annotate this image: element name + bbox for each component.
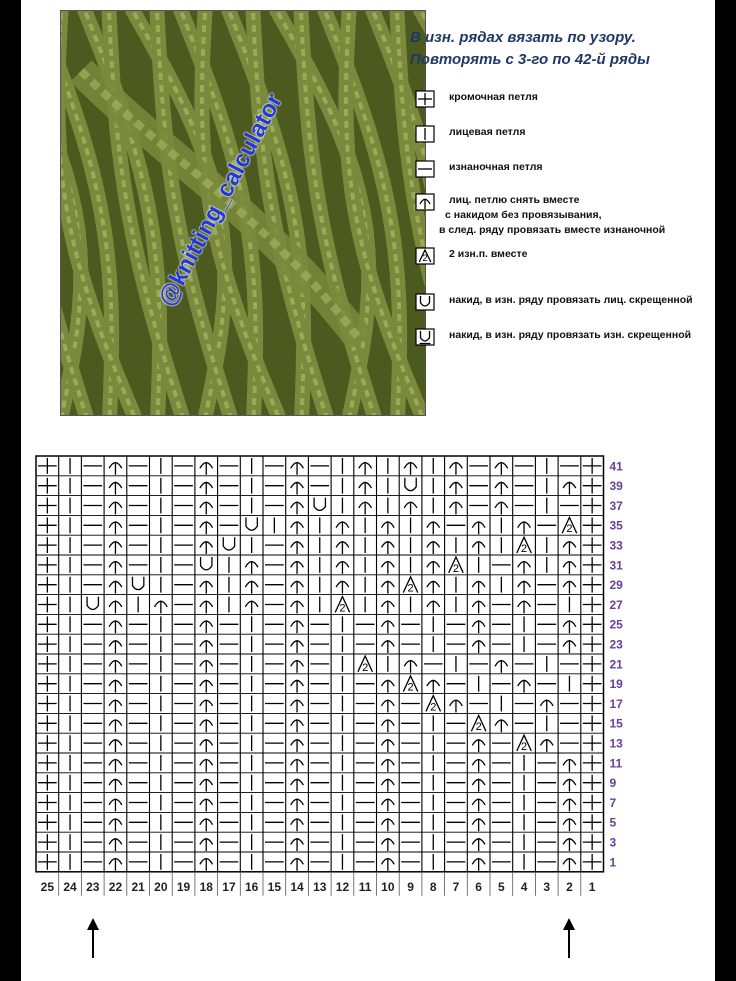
column-number-label: 6 [475,879,482,894]
column-number-label: 20 [154,879,168,894]
legend-item-edge [415,90,538,108]
legend-label [449,247,527,262]
legend-label-line: лицевая петля [449,126,526,138]
legend-label-line: с накидом без провязывания, [445,209,602,221]
svg-text:2: 2 [566,523,573,536]
column-number-label: 22 [108,879,123,894]
knit-texture [61,11,428,415]
svg-text:2: 2 [339,602,346,615]
legend-label-line: накид, в изн. ряду провязать изн. скрещенной [449,329,692,341]
row-number-label: 33 [609,538,623,553]
legend-item-knit [415,125,525,143]
column-number-label: 17 [222,879,236,894]
legend-label-line: в след. ряду провязать вместе изнаночной [439,224,666,236]
row-number-label: 37 [609,498,623,513]
knit-stitch-icon [415,125,435,143]
row-number-label: 5 [609,815,617,830]
legend-item-yo-p [415,328,691,346]
instruction-line-2: Повторять с 3-го по 42-й ряды [410,51,650,68]
arrow-up-icon [83,918,103,960]
row-number-label: 17 [609,696,623,711]
column-number-label: 10 [381,879,395,894]
legend-label-line: кромочная петля [449,91,538,103]
yo-k-stitch-icon [415,293,435,311]
legend-label [449,90,538,105]
column-number-label: 25 [40,879,55,894]
legend-label [449,160,543,175]
row-number-label: 3 [609,835,617,850]
row-number-label: 35 [609,518,623,533]
column-number-label: 8 [429,879,437,894]
row-number-label: 41 [609,459,623,474]
legend-item-slip [415,193,665,238]
legend-item-purl [415,160,543,178]
edge-stitch-icon [415,90,435,108]
column-number-label: 3 [543,879,551,894]
svg-text:2: 2 [520,741,528,753]
svg-text:2: 2 [430,701,437,714]
row-number-label: 1 [609,855,617,870]
legend-label [439,193,666,238]
column-number-label: 15 [267,879,282,894]
row-number-label: 25 [609,617,623,632]
svg-text:2: 2 [452,562,460,575]
row-number-label: 27 [609,597,623,612]
svg-text:2: 2 [475,721,482,734]
row-number-label: 21 [609,657,623,672]
row-number-label: 31 [609,558,623,573]
legend-label-line: накид, в изн. ряду провязать лиц. скрещенной [449,294,693,306]
arrow-up-icon [559,918,579,960]
column-number-label: 14 [290,879,304,894]
chart-grid [36,456,604,872]
row-number-label: 11 [609,756,623,771]
column-number-label: 21 [131,879,145,894]
column-number-label: 16 [244,879,259,894]
row-number-label: 7 [609,795,617,810]
column-number-label: 12 [335,879,350,894]
column-number-label: 7 [452,879,460,894]
row-number-label: 29 [609,578,623,593]
pattern-instructions [410,27,710,71]
row-number-label: 15 [609,716,623,731]
svg-text:2: 2 [520,543,528,555]
column-number-label: 18 [199,879,213,894]
row-number-label: 19 [609,677,623,692]
knitted-sample-photo [60,10,426,416]
slip-stitch-icon [415,193,435,211]
legend-item-yo-k [415,293,693,311]
column-number-label: 4 [520,879,528,894]
column-number-label: 23 [86,879,100,894]
legend-label [449,328,691,343]
column-number-label: 5 [498,879,505,894]
yo-p-stitch-icon [415,328,435,346]
legend-item-p2tog [415,247,527,265]
legend-label-line: лиц. петлю снять вместе [449,194,580,206]
legend-label [449,293,693,308]
legend-label-line: изнаночная петля [449,161,543,173]
purl-stitch-icon [415,160,435,178]
row-number-label: 23 [609,637,623,652]
column-number-label: 9 [407,879,414,894]
knitting-chart [34,452,634,912]
p2tog-stitch-icon [415,247,435,265]
column-number-label: 2 [566,879,573,894]
row-number-label: 13 [609,736,623,751]
column-number-label: 11 [358,879,372,894]
svg-text:2: 2 [422,253,428,263]
column-number-label: 24 [63,879,77,894]
svg-text:2: 2 [407,681,414,694]
row-number-label: 9 [609,776,617,791]
column-number-label: 1 [588,879,596,894]
svg-text:2: 2 [407,582,414,595]
legend-label [449,125,525,140]
legend-label-line: 2 изн.п. вместе [449,248,528,260]
watermark-text: @knitting_calculator [153,88,289,311]
column-number-label: 19 [176,879,191,894]
row-number-label: 39 [609,479,623,494]
column-number-label: 13 [313,879,327,894]
instruction-line-1: В изн. рядах вязать по узору. [410,29,636,46]
svg-text:2: 2 [362,661,369,674]
